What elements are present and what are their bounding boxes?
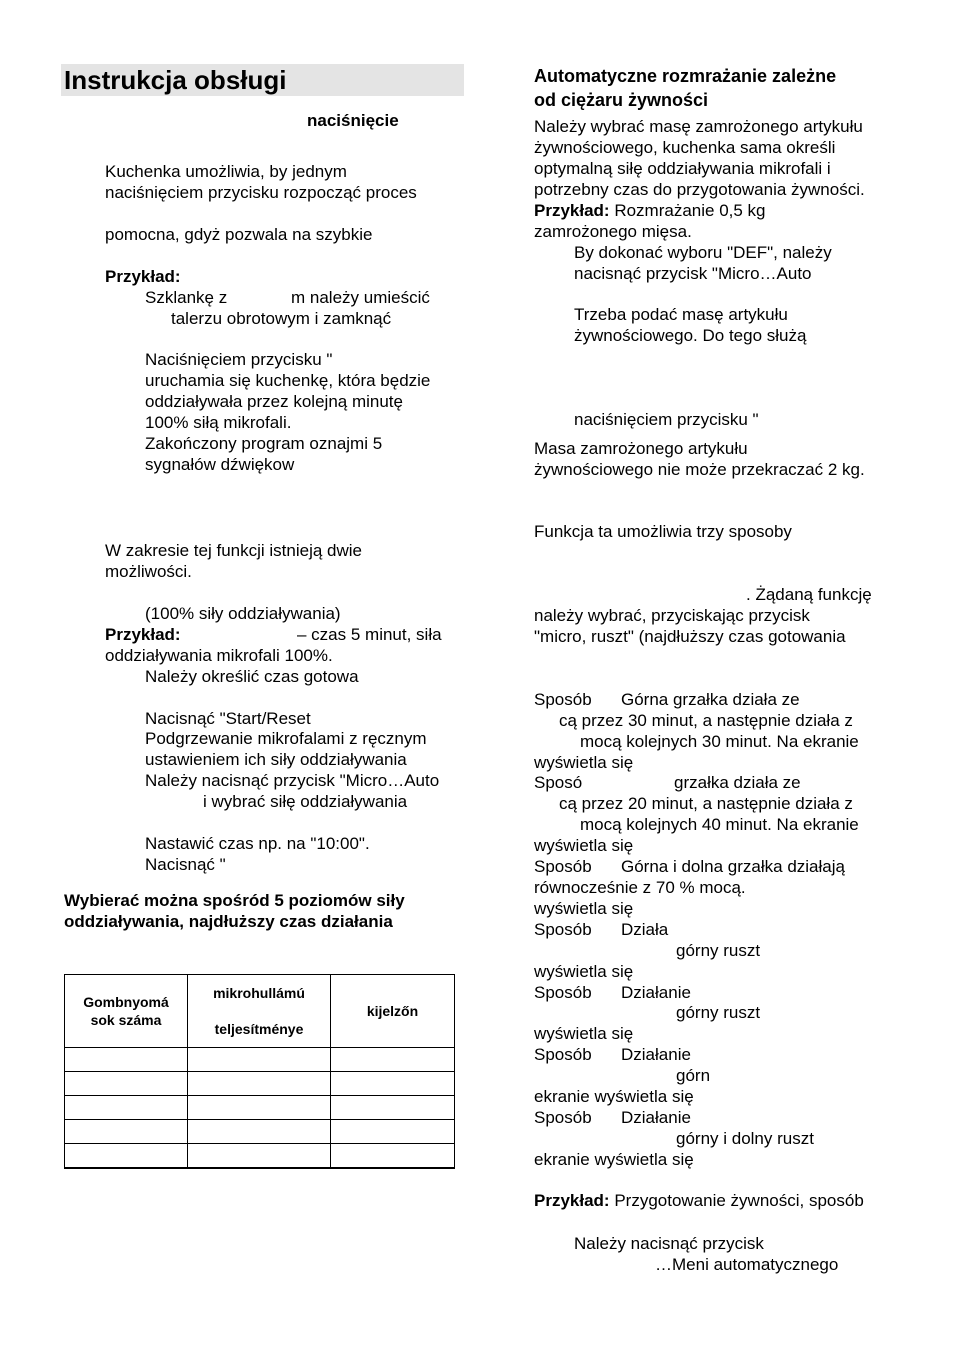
mode-line: ekranie wyświetla się [534, 1150, 694, 1169]
paragraph-line: W zakresie tej funkcji istnieją dwie [105, 541, 362, 560]
example-label: Przykład: [105, 625, 181, 644]
mode-line: wyświetla się [534, 1024, 634, 1043]
paragraph-line: . Żądaną funkcję [746, 585, 872, 604]
example-line [534, 1190, 864, 1211]
mode-line: Działanie [621, 1108, 691, 1127]
paragraph-line: "micro, ruszt" (najdłuższy czas gotowania [534, 627, 846, 646]
mode-label: Sposó [534, 773, 583, 792]
mode-label: Sposób [534, 1045, 592, 1064]
table-header-cell [331, 975, 455, 1048]
example-line: Nacisnąć "Start/Reset [145, 709, 311, 728]
intro-line-2: naciśnięciem przycisku rozpocząć proces [105, 183, 417, 202]
example-line: Zakończony program oznajmi 5 [145, 434, 383, 453]
table-header-text: sok száma [90, 1012, 162, 1028]
paragraph-line: (100% siły oddziaływania) [145, 604, 341, 623]
intro-line-3: pomocna, gdyż pozwala na szybkie [105, 225, 373, 244]
example-line: Nacisnąć " [145, 855, 226, 874]
paragraph-line: żywnościowego, kuchenka sama określi [534, 138, 836, 157]
table-cell [188, 1048, 331, 1072]
mode-label: Sposób [534, 920, 592, 939]
table-cell [65, 1120, 188, 1144]
mode-line: Górna grzałka działa ze [621, 690, 800, 709]
table-row [65, 1120, 455, 1144]
example-label: Przykład: [105, 267, 181, 286]
table-header-text: kijelzőn [366, 1003, 419, 1019]
example-line: Szklankę z [145, 288, 228, 307]
table-row [65, 1048, 455, 1072]
example-line: Naciśnięciem przycisku " [145, 350, 333, 369]
paragraph-line: żywnościowego nie może przekraczać 2 kg. [534, 460, 865, 479]
example-line: uruchamia się kuchenkę, która będzie [145, 371, 431, 390]
example-line: – czas 5 minut, siła [297, 625, 442, 644]
paragraph-line: Trzeba podać masę artykułu [574, 305, 788, 324]
example-line: i wybrać siłę oddziaływania [203, 792, 408, 811]
mode-line: mocą kolejnych 40 minut. Na ekranie [580, 815, 859, 834]
intro-line-1: Kuchenka umożliwia, by jednym [105, 162, 347, 181]
paragraph-line: Należy nacisnąć przycisk [574, 1234, 764, 1253]
paragraph-line: …Meni automatycznego [655, 1255, 839, 1274]
table-cell [65, 1072, 188, 1096]
subhead: naciśnięcie [307, 111, 399, 130]
mode-label: Sposób [534, 1108, 592, 1127]
paragraph-line: możliwości. [105, 562, 192, 581]
mode-line: cą przez 20 minut, a następnie działa z [559, 794, 853, 813]
paragraph-line: Należy wybrać masę zamrożonego artykułu [534, 117, 863, 136]
section-heading: od ciężaru żywności [534, 90, 709, 110]
table-header-cell [65, 975, 188, 1048]
table-cell [331, 1096, 455, 1120]
table-header-cell [188, 975, 331, 1048]
table-header-text: Gombnyomá [83, 994, 169, 1010]
paragraph-line: nacisnąć przycisk "Micro…Auto [574, 264, 812, 283]
bold-note-line: Wybierać można spośród 5 poziomów siły [64, 891, 405, 910]
table-header-text: mikrohullámú [213, 985, 305, 1001]
mode-line: grzałka działa ze [674, 773, 801, 792]
mode-line: cą przez 30 minut, a następnie działa z [559, 711, 853, 730]
example-line: m należy umieścić [291, 288, 430, 307]
table-cell [65, 1096, 188, 1120]
example-line: Należy określić czas gotowa [145, 667, 359, 686]
mode-label: Sposób [534, 983, 592, 1002]
table-header-row [65, 975, 455, 1048]
example-line: Podgrzewanie mikrofalami z ręcznym [145, 729, 427, 748]
example-line: 100% siłą mikrofali. [145, 413, 292, 432]
paragraph-line: optymalną siłę oddziaływania mikrofali i [534, 159, 831, 178]
table-cell [188, 1120, 331, 1144]
table-cell [65, 1144, 188, 1169]
power-levels-table [64, 974, 455, 1169]
table-cell [331, 1072, 455, 1096]
bold-note-line: oddziaływania, najdłuższy czas działania [64, 912, 393, 931]
table-cell [188, 1144, 331, 1169]
example-label: Przykład: [534, 201, 610, 220]
example-line [534, 200, 766, 221]
mode-line: wyświetla się [534, 899, 634, 918]
example-text: Rozmrażanie 0,5 kg [609, 201, 766, 220]
table-cell [331, 1048, 455, 1072]
mode-line: równocześnie z 70 % mocą. [534, 878, 746, 897]
mode-line: górn [676, 1066, 711, 1085]
mode-line: górny ruszt [676, 1003, 761, 1022]
mode-line: Działanie [621, 983, 691, 1002]
mode-line: górny ruszt [676, 941, 761, 960]
mode-line: wyświetla się [534, 753, 634, 772]
page-title: Instrukcja obsługi [64, 65, 287, 95]
paragraph-line: By dokonać wyboru "DEF", należy [574, 243, 832, 262]
table-row [65, 1072, 455, 1096]
paragraph-line: Masa zamrożonego artykułu [534, 439, 748, 458]
example-line: ustawieniem ich siły oddziaływania [145, 750, 407, 769]
section-heading: Automatyczne rozmrażanie zależne [534, 66, 837, 86]
table-header-text: teljesítménye [214, 1021, 304, 1037]
mode-line: Działa [621, 920, 669, 939]
example-line: sygnałów dźwiękow [145, 455, 295, 474]
table-cell [331, 1144, 455, 1169]
mode-line: mocą kolejnych 30 minut. Na ekranie [580, 732, 859, 751]
paragraph-line: naciśnięciem przycisku " [574, 410, 759, 429]
paragraph-line: zamrożonego mięsa. [534, 222, 692, 241]
example-line: talerzu obrotowym i zamknąć [171, 309, 392, 328]
mode-line: górny i dolny ruszt [676, 1129, 814, 1148]
table-cell [65, 1048, 188, 1072]
mode-line: ekranie wyświetla się [534, 1087, 694, 1106]
example-label: Przykład: [534, 1191, 610, 1210]
table-row [65, 1144, 455, 1169]
paragraph-line: potrzebny czas do przygotowania żywności. [534, 180, 865, 199]
mode-line: Górna i dolna grzałka działają [621, 857, 845, 876]
table-cell [331, 1120, 455, 1144]
example-line: Nastawić czas np. na "10:00". [145, 834, 370, 853]
paragraph-line: żywnościowego. Do tego służą [574, 326, 807, 345]
table-cell [188, 1072, 331, 1096]
example-text: Przygotowanie żywności, sposób [609, 1191, 864, 1210]
paragraph-line: Funkcja ta umożliwia trzy sposoby [534, 522, 792, 541]
mode-label: Sposób [534, 690, 592, 709]
example-line: oddziaływania mikrofali 100%. [105, 646, 333, 665]
mode-line: wyświetla się [534, 962, 634, 981]
example-line: Należy nacisnąć przycisk "Micro…Auto [145, 771, 440, 790]
mode-line: Działanie [621, 1045, 691, 1064]
example-line: oddziaływała przez kolejną minutę [145, 392, 403, 411]
table-row [65, 1096, 455, 1120]
paragraph-line: należy wybrać, przyciskając przycisk [534, 606, 810, 625]
table-cell [188, 1096, 331, 1120]
mode-line: wyświetla się [534, 836, 634, 855]
mode-label: Sposób [534, 857, 592, 876]
